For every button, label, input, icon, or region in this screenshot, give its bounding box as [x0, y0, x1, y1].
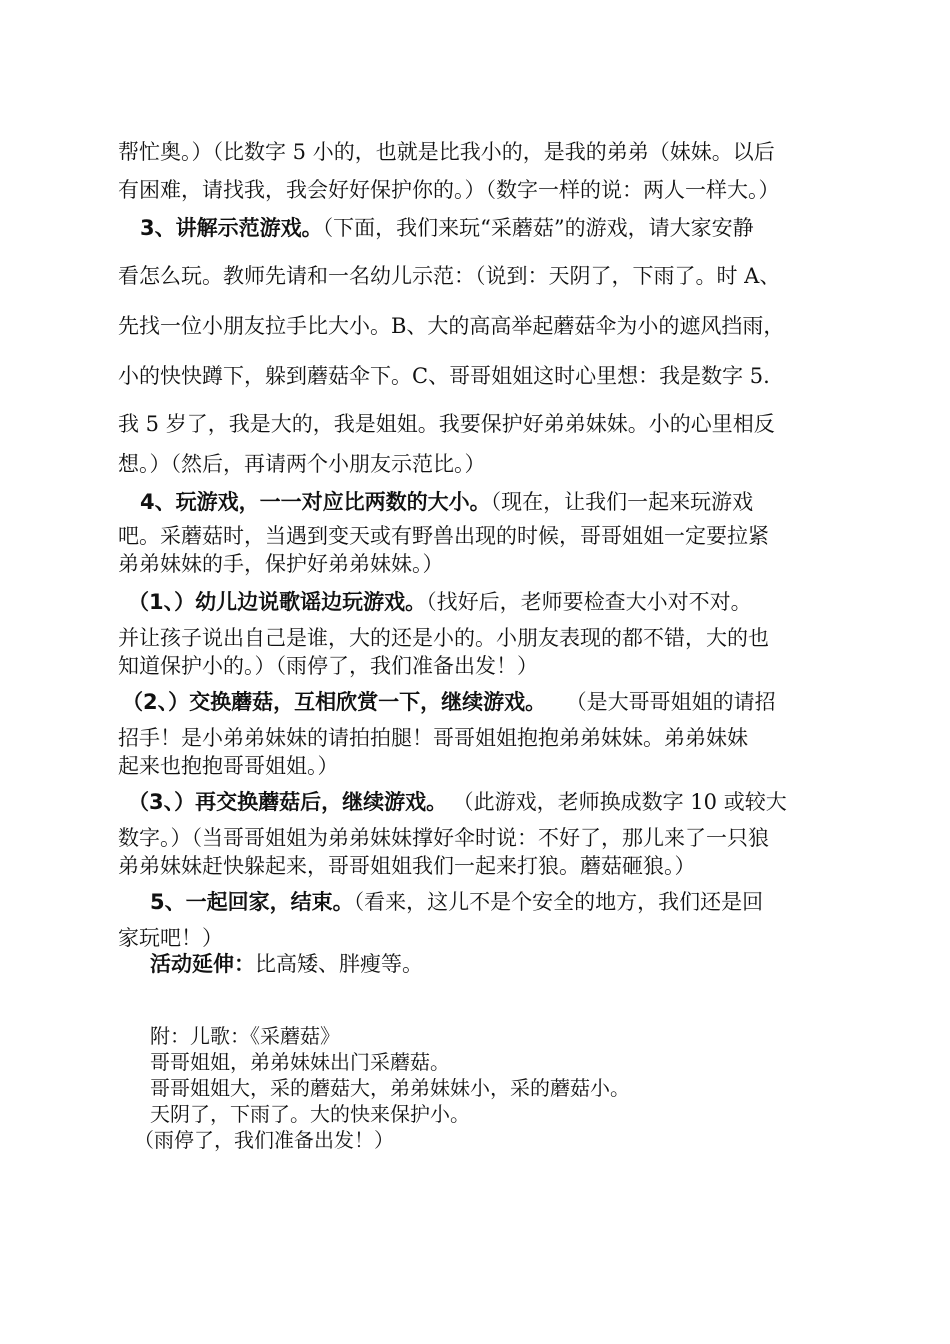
body-line: 知道保护小的。）（雨停了，我们准备出发！） — [118, 654, 538, 678]
section-4 — [140, 486, 753, 516]
section-text: （下面，我们来玩“采蘑菇”的游戏，请大家安静 — [322, 216, 754, 240]
body-line: 我 5 岁了，我是大的，我是姐姐。我要保护好弟弟妹妹。小的心里相反 — [118, 412, 775, 436]
step-heading: （3、）再交换蘑菇后，继续游戏。 — [128, 790, 448, 814]
section-text: （看来，这儿不是个安全的地方，我们还是回 — [353, 890, 764, 914]
section-heading: 5、一起回家，结束。 — [150, 890, 354, 914]
section-5 — [150, 886, 763, 916]
step-text: （此游戏，老师换成数字 10 或较大 — [463, 790, 787, 814]
activity-extension — [150, 948, 423, 978]
step-3 — [128, 786, 787, 816]
poem-line: 哥哥姐姐大，采的蘑菇大，弟弟妹妹小，采的蘑菇小。 — [150, 1076, 630, 1100]
poem-heading: 附：儿歌：《采蘑菇》 — [150, 1024, 340, 1048]
poem-line: 哥哥姐姐，弟弟妹妹出门采蘑菇。 — [150, 1050, 450, 1074]
body-line: 数字。）（当哥哥姐姐为弟弟妹妹撑好伞时说：不好了，那儿来了一只狼 — [118, 826, 769, 850]
body-line: 小的快快蹲下，躲到蘑菇伞下。C、哥哥姐姐这时心里想：我是数字 5. — [118, 364, 770, 388]
extension-heading: 活动延伸： — [150, 952, 255, 976]
body-line: 弟弟妹妹赶快躲起来，哥哥姐姐我们一起来打狼。蘑菇砸狼。） — [118, 854, 696, 878]
section-text: （现在，让我们一起来玩游戏 — [490, 490, 754, 514]
poem-line: 天阴了，下雨了。大的快来保护小。 — [150, 1102, 470, 1126]
body-line: 看怎么玩。教师先请和一名幼儿示范：（说到：天阴了，下雨了。时 A、 — [118, 264, 781, 288]
extension-text: 比高矮、胖瘦等。 — [255, 952, 423, 976]
step-heading: （2、）交换蘑菇，互相欣赏一下，继续游戏。 — [122, 690, 547, 714]
body-line: 招手！是小弟弟妹妹的请拍拍腿！哥哥姐姐抱抱弟弟妹妹。弟弟妹妹 — [118, 726, 748, 750]
step-text: （是大哥哥姐姐的请招 — [576, 690, 776, 714]
body-line: 弟弟妹妹的手，保护好弟弟妹妹。） — [118, 552, 444, 576]
body-line: 想。）（然后，再请两个小朋友示范比。） — [118, 452, 486, 476]
body-line: 家玩吧！） — [118, 926, 223, 950]
body-line: 起来也抱抱哥哥姐姐。） — [118, 754, 339, 778]
step-heading: （1、）幼儿边说歌谣边玩游戏。 — [128, 590, 427, 614]
body-line: 吧。采蘑菇时，当遇到变天或有野兽出现的时候，哥哥姐姐一定要拉紧 — [118, 524, 769, 548]
section-heading: 3、讲解示范游戏。 — [140, 216, 323, 240]
body-line: 并让孩子说出自己是谁，大的还是小的。小朋友表现的都不错，大的也 — [118, 626, 769, 650]
section-heading: 4、玩游戏，一一对应比两数的大小。 — [140, 490, 491, 514]
step-1 — [128, 586, 752, 616]
step-text: （找好后，老师要检查大小对不对。 — [426, 590, 752, 614]
step-2 — [122, 686, 776, 716]
body-line: 有困难，请找我，我会好好保护你的。）（数字一样的说：两人一样大。） — [118, 178, 780, 202]
body-line: 帮忙奥。）（比数字 5 小的，也就是比我小的，是我的弟弟（妹妹。以后 — [118, 140, 775, 164]
body-line: 先找一位小朋友拉手比大小。B、大的高高举起蘑菇伞为小的遮风挡雨， — [118, 314, 785, 338]
section-3 — [140, 212, 754, 242]
poem-line: （雨停了，我们准备出发！） — [134, 1128, 394, 1152]
